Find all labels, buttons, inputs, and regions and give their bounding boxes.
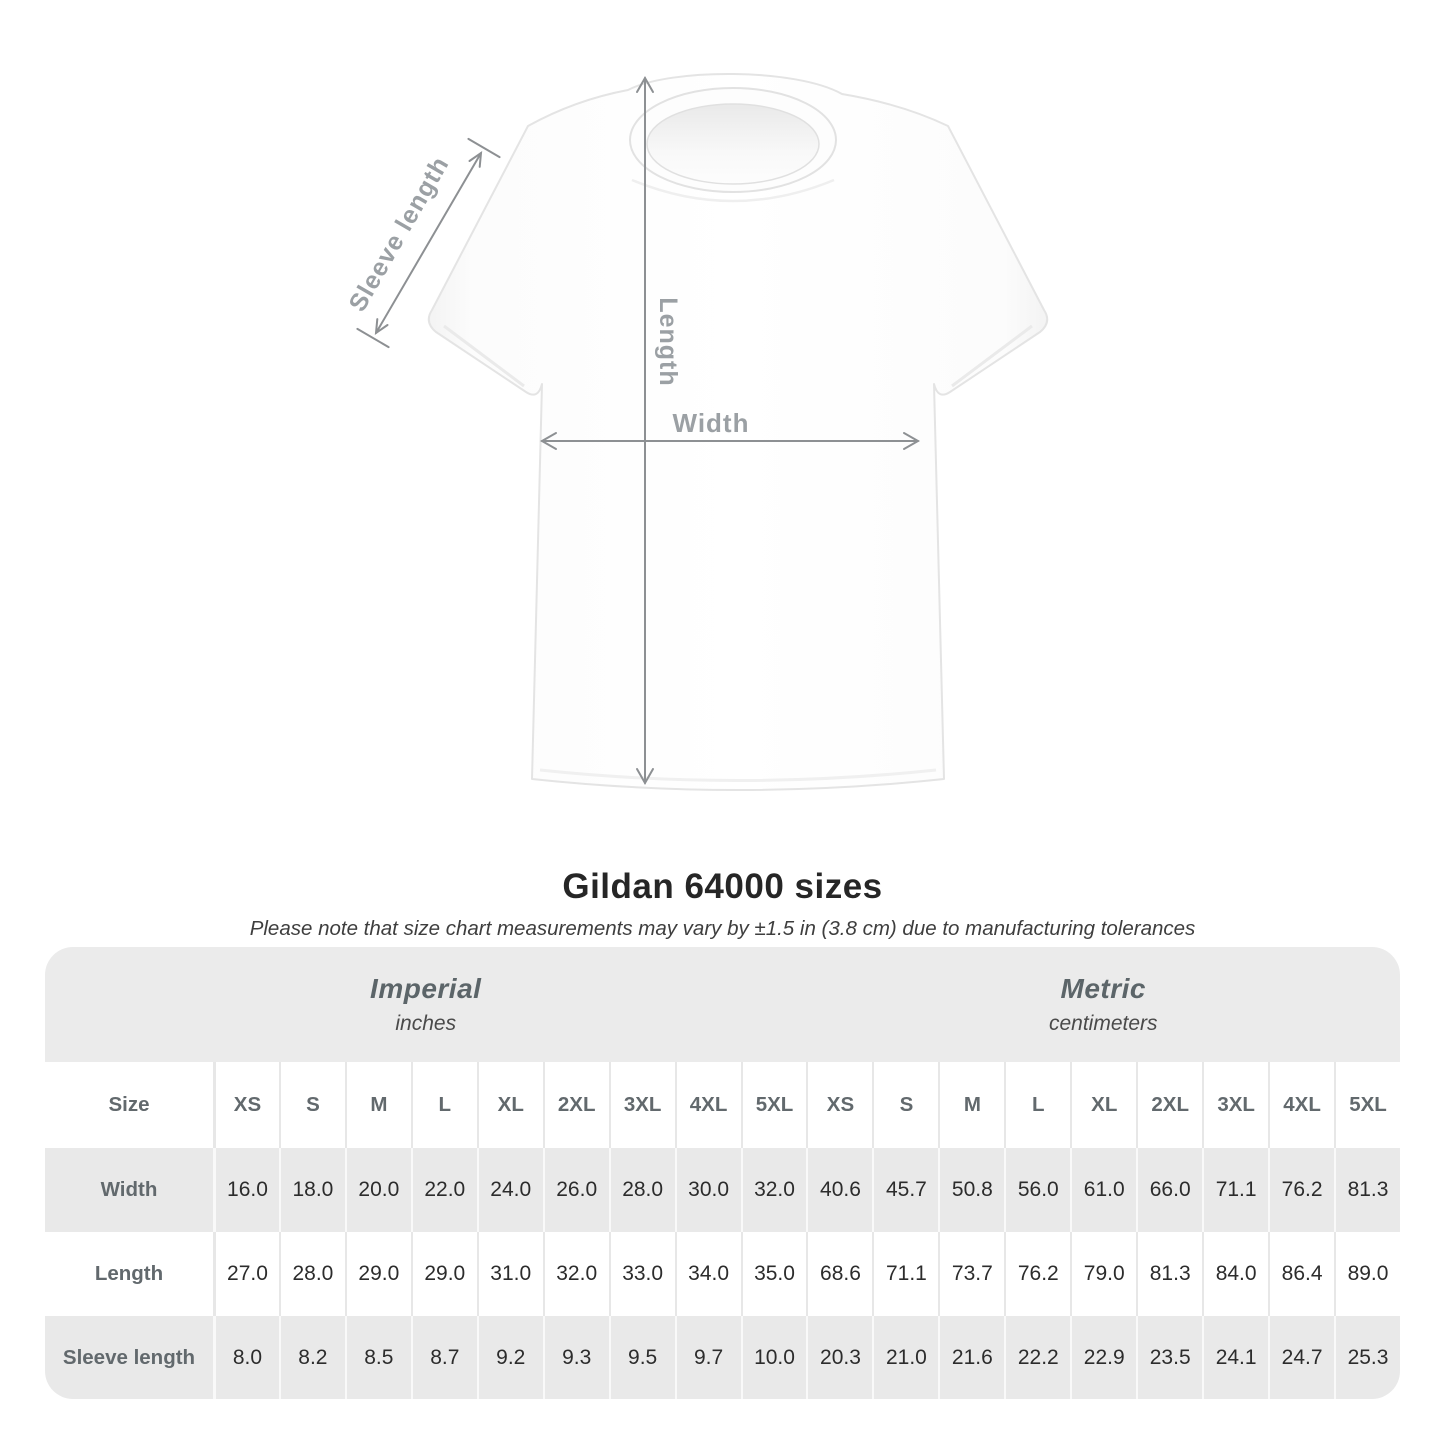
value-cell-imperial: 29.0 xyxy=(411,1232,477,1316)
value-cell-metric: 86.4 xyxy=(1268,1232,1334,1316)
size-table-grid xyxy=(45,1062,1400,1399)
size-col-header-metric: 4XL xyxy=(1268,1062,1334,1148)
value-cell-metric: 71.1 xyxy=(872,1232,938,1316)
size-col-header-imperial: 3XL xyxy=(609,1062,675,1148)
value-cell-imperial: 30.0 xyxy=(675,1148,741,1232)
value-cell-imperial: 18.0 xyxy=(279,1148,345,1232)
value-cell-metric: 21.0 xyxy=(872,1316,938,1399)
tolerance-note: Please note that size chart measurements may vary by ±1.5 in (3.8 cm) due to manufacturing tolerances xyxy=(249,916,1196,940)
value-cell-imperial: 28.0 xyxy=(279,1232,345,1316)
value-cell-imperial: 8.7 xyxy=(411,1316,477,1399)
metric-title: Metric xyxy=(1060,973,1146,1004)
value-cell-imperial: 9.3 xyxy=(543,1316,609,1399)
value-cell-metric: 22.9 xyxy=(1070,1316,1136,1399)
value-cell-metric: 24.7 xyxy=(1268,1316,1334,1399)
size-col-header-imperial: XS xyxy=(213,1062,279,1148)
value-cell-metric: 24.1 xyxy=(1202,1316,1268,1399)
value-cell-metric: 84.0 xyxy=(1202,1232,1268,1316)
size-row-header: Size xyxy=(108,1093,150,1116)
unit-header-band xyxy=(45,947,1400,1062)
length-dimension-label: Length xyxy=(654,297,682,387)
value-cell-metric: 20.3 xyxy=(806,1316,872,1399)
value-cell-imperial: 26.0 xyxy=(543,1148,609,1232)
sleeve-length-dimension-label: Sleeve length xyxy=(343,151,455,317)
shirt-measurement-diagram xyxy=(330,48,1110,828)
measure-row-label: Width xyxy=(45,1148,213,1232)
value-cell-metric: 76.2 xyxy=(1268,1148,1334,1232)
width-dimension-label: Width xyxy=(672,408,750,438)
value-cell-metric: 89.0 xyxy=(1334,1232,1400,1316)
size-col-header-imperial: XL xyxy=(477,1062,543,1148)
size-col-header-metric: L xyxy=(1004,1062,1070,1148)
value-cell-imperial: 27.0 xyxy=(213,1232,279,1316)
imperial-unit: inches xyxy=(395,1012,457,1035)
measure-row-label: Sleeve length xyxy=(45,1316,213,1399)
size-col-header-imperial: 2XL xyxy=(543,1062,609,1148)
imperial-title: Imperial xyxy=(370,973,482,1004)
size-col-header-metric: M xyxy=(938,1062,1004,1148)
size-col-header-metric: S xyxy=(872,1062,938,1148)
value-cell-imperial: 22.0 xyxy=(411,1148,477,1232)
value-cell-imperial: 35.0 xyxy=(741,1232,807,1316)
value-cell-metric: 25.3 xyxy=(1334,1316,1400,1399)
value-cell-metric: 22.2 xyxy=(1004,1316,1070,1399)
size-col-header-imperial: M xyxy=(345,1062,411,1148)
value-cell-imperial: 9.2 xyxy=(477,1316,543,1399)
size-col-header-imperial: L xyxy=(411,1062,477,1148)
value-cell-metric: 45.7 xyxy=(872,1148,938,1232)
value-cell-imperial: 33.0 xyxy=(609,1232,675,1316)
value-cell-metric: 81.3 xyxy=(1334,1148,1400,1232)
value-cell-metric: 56.0 xyxy=(1004,1148,1070,1232)
size-col-header-imperial: 4XL xyxy=(675,1062,741,1148)
value-cell-metric: 23.5 xyxy=(1136,1316,1202,1399)
value-cell-metric: 81.3 xyxy=(1136,1232,1202,1316)
value-cell-metric: 79.0 xyxy=(1070,1232,1136,1316)
value-cell-imperial: 8.2 xyxy=(279,1316,345,1399)
size-col-header-imperial: S xyxy=(279,1062,345,1148)
value-cell-imperial: 16.0 xyxy=(213,1148,279,1232)
value-cell-imperial: 34.0 xyxy=(675,1232,741,1316)
size-col-header-metric: 5XL xyxy=(1334,1062,1400,1148)
size-col-header-metric: XS xyxy=(806,1062,872,1148)
imperial-header xyxy=(45,947,807,1062)
value-cell-metric: 21.6 xyxy=(938,1316,1004,1399)
value-cell-imperial: 20.0 xyxy=(345,1148,411,1232)
value-cell-metric: 66.0 xyxy=(1136,1148,1202,1232)
size-col-header-metric: XL xyxy=(1070,1062,1136,1148)
value-cell-metric: 40.6 xyxy=(806,1148,872,1232)
value-cell-imperial: 9.5 xyxy=(609,1316,675,1399)
value-cell-metric: 50.8 xyxy=(938,1148,1004,1232)
size-col-header-imperial: 5XL xyxy=(741,1062,807,1148)
value-cell-metric: 71.1 xyxy=(1202,1148,1268,1232)
value-cell-metric: 61.0 xyxy=(1070,1148,1136,1232)
value-cell-imperial: 32.0 xyxy=(741,1148,807,1232)
metric-unit: centimeters xyxy=(1048,1012,1158,1035)
value-cell-metric: 68.6 xyxy=(806,1232,872,1316)
metric-header xyxy=(807,947,1401,1062)
value-cell-imperial: 28.0 xyxy=(609,1148,675,1232)
value-cell-imperial: 31.0 xyxy=(477,1232,543,1316)
size-col-header-metric: 3XL xyxy=(1202,1062,1268,1148)
value-cell-imperial: 8.0 xyxy=(213,1316,279,1399)
value-cell-imperial: 24.0 xyxy=(477,1148,543,1232)
size-col-header-metric: 2XL xyxy=(1136,1062,1202,1148)
collar-opening xyxy=(647,104,819,184)
value-cell-imperial: 8.5 xyxy=(345,1316,411,1399)
value-cell-metric: 73.7 xyxy=(938,1232,1004,1316)
value-cell-imperial: 32.0 xyxy=(543,1232,609,1316)
measure-row-label: Length xyxy=(94,1262,164,1285)
page-title: Gildan 64000 sizes xyxy=(562,867,883,907)
value-cell-imperial: 9.7 xyxy=(675,1316,741,1399)
value-cell-imperial: 29.0 xyxy=(345,1232,411,1316)
value-cell-imperial: 10.0 xyxy=(741,1316,807,1399)
value-cell-metric: 76.2 xyxy=(1004,1232,1070,1316)
size-table-card xyxy=(45,947,1400,1399)
